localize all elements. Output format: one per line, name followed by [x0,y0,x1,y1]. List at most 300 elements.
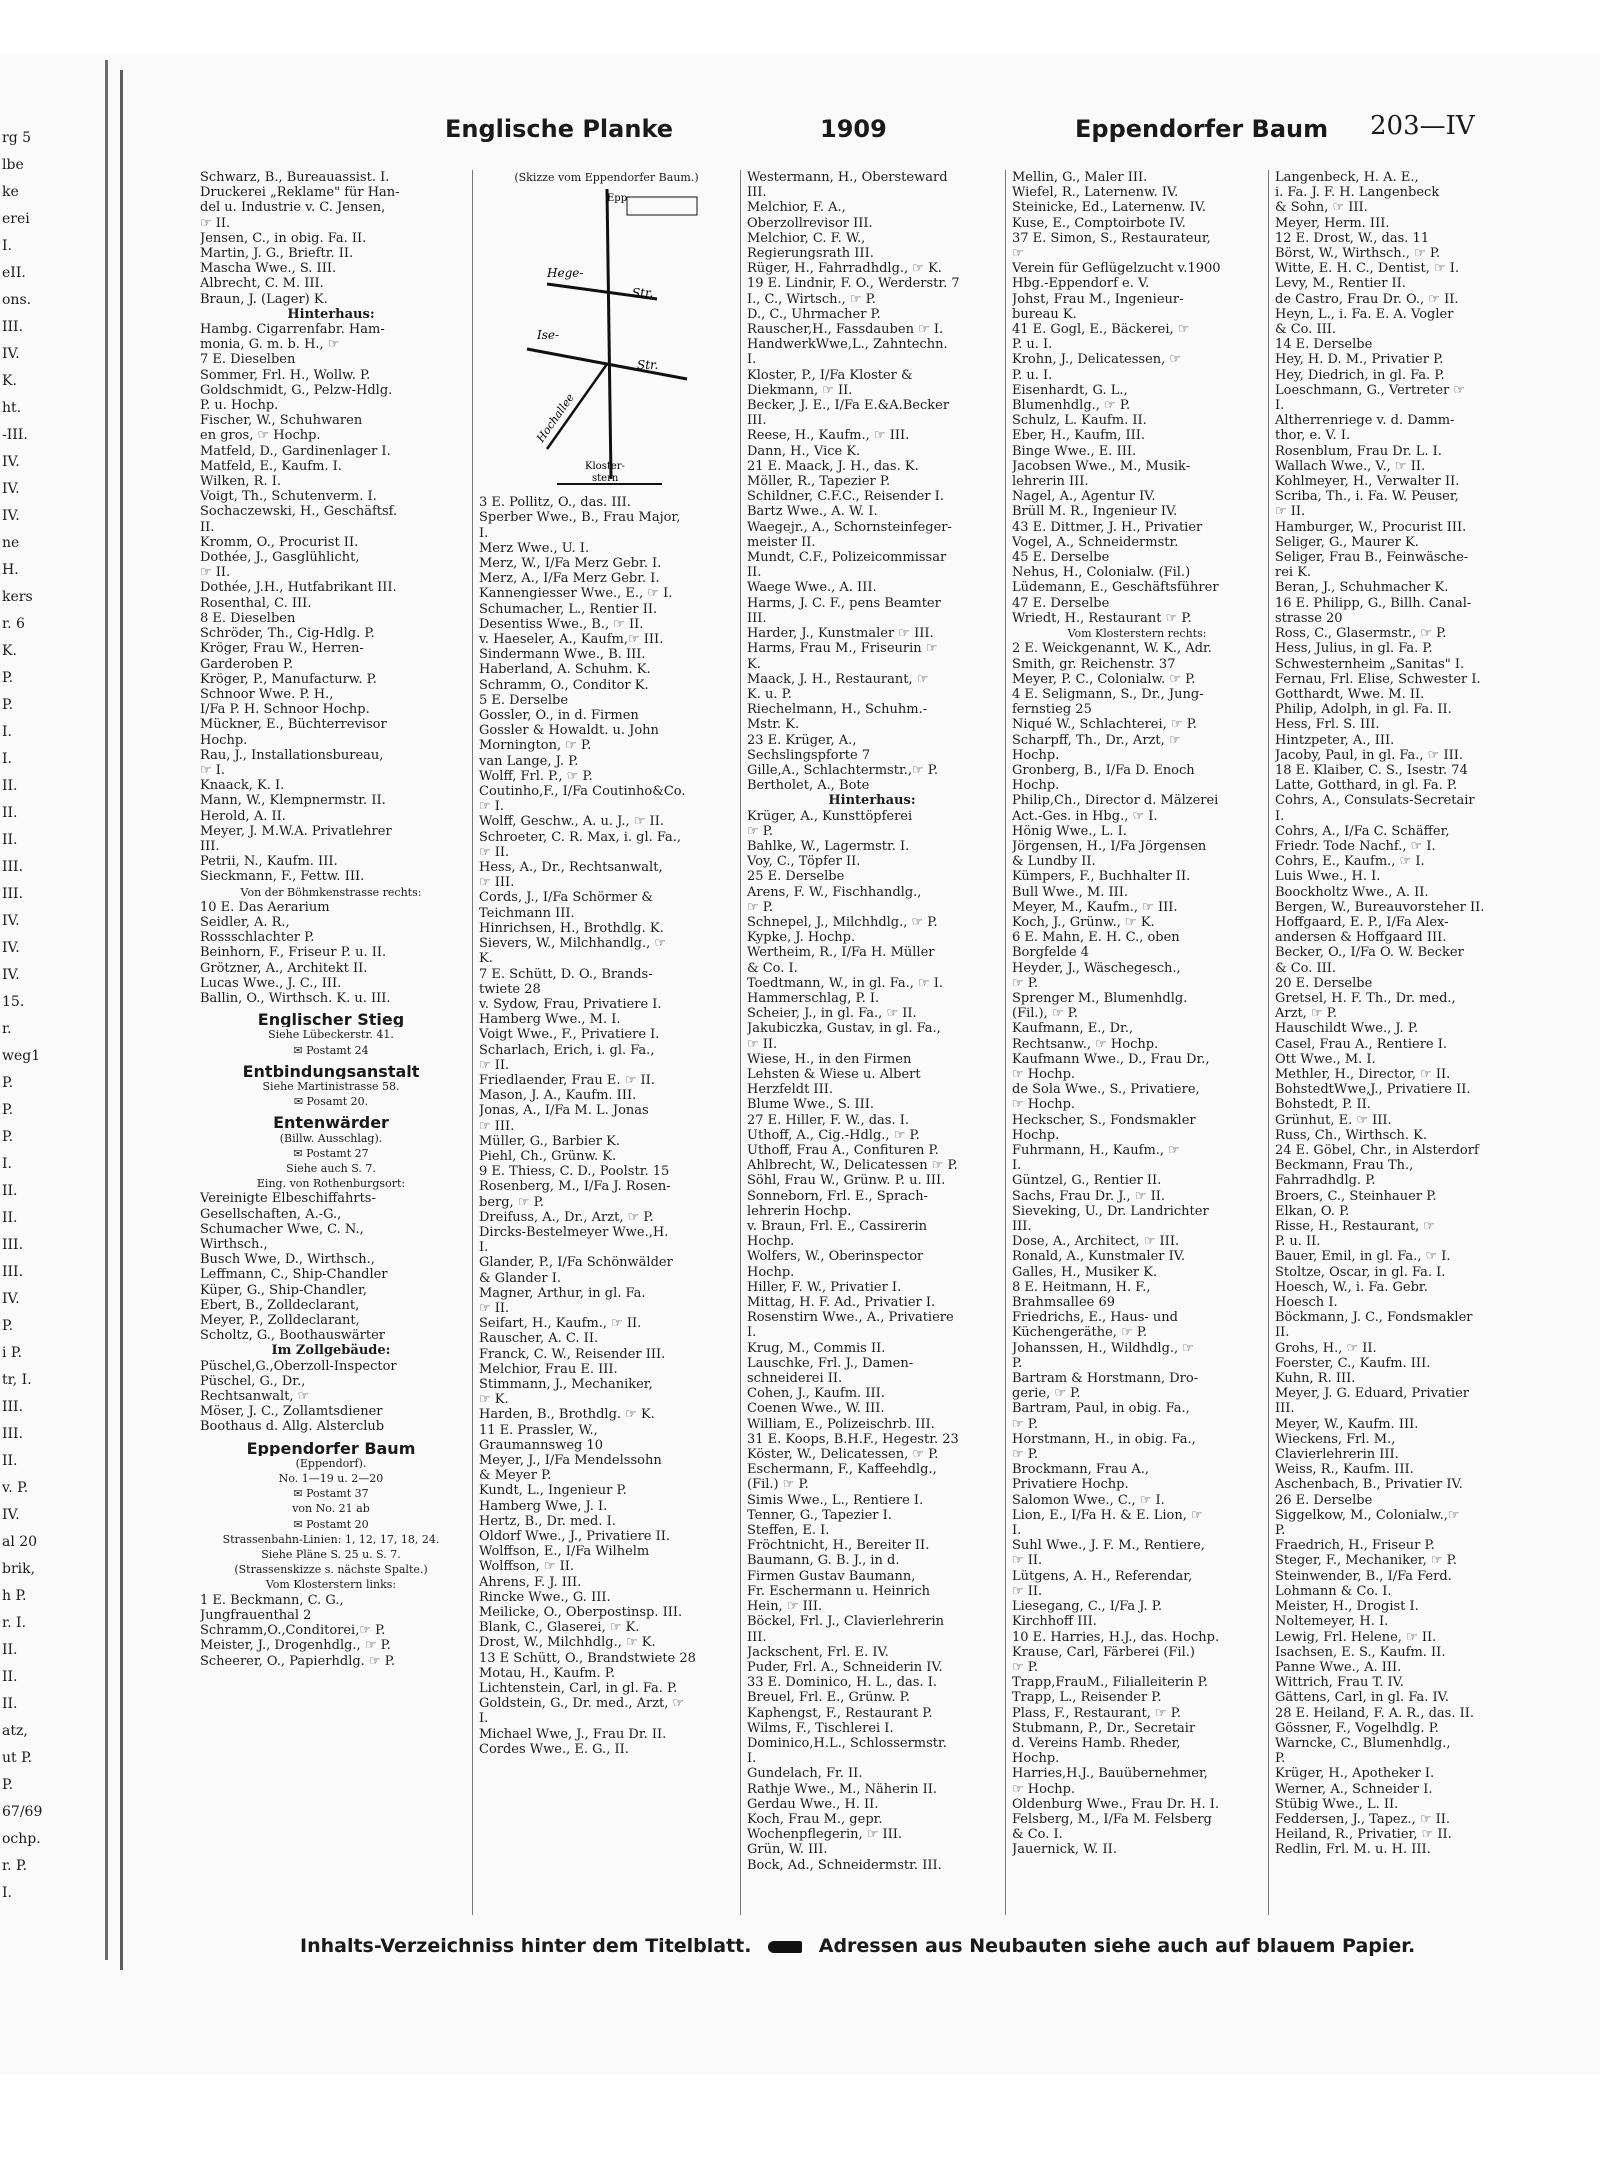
directory-entry: Küper, G., Ship-Chandler, [200,1282,367,1298]
directory-entry: Melchior, C. F. W., [747,230,866,246]
directory-entry: Meyer, W., Kaufm. III. [1275,1416,1419,1432]
directory-entry: lehrerin III. [1012,474,1089,490]
directory-entry: Kuhn, R. III. [1275,1371,1356,1387]
directory-entry: Wieckens, Frl. M., [1275,1431,1396,1447]
directory-entry: Hamburger, W., Procurist III. [1275,519,1467,535]
prev-page-fragment: P. [2,1075,14,1091]
directory-entry: ☞ II. [1012,1583,1043,1599]
prev-page-fragment: P. [2,1318,14,1334]
prev-page-fragment: IV. [2,940,20,956]
directory-entry: Werner, A., Schneider I. [1275,1781,1433,1797]
directory-entry: Hoesch, W., i. Fa. Gebr. [1275,1279,1428,1295]
directory-entry: P. [1275,1523,1286,1539]
prev-page-fragment: I. [2,1885,12,1901]
directory-entry: Blume Wwe., S. III. [747,1097,875,1113]
prev-page-fragment: atz, [2,1723,28,1739]
directory-entry: ☞ I. [479,799,505,815]
directory-entry: ✉ Posamt 20. [293,1095,369,1109]
directory-entry: Schramm, O., Conditor K. [479,677,649,693]
directory-entry: II. [200,519,215,535]
directory-entry: Jackschent, Frl. E. IV. [747,1644,889,1660]
directory-entry: Breuel, Frl. E., Grünw. P. [747,1690,910,1706]
directory-entry: Rosenberg, M., I/Fa J. Rosen- [479,1179,671,1195]
directory-entry: Harries,H.J., Bauübernehmer, [1012,1766,1208,1782]
directory-entry: Lucas Wwe., J. C., III. [200,975,342,991]
directory-entry: Seliger, G., Maurer K. [1275,534,1419,550]
directory-entry: Salomon Wwe., C., ☞ I. [1012,1492,1165,1508]
directory-entry: K. [747,656,761,672]
map-label-stern: stern [591,473,618,485]
directory-entry: Methler, H., Director, ☞ II. [1275,1066,1451,1082]
directory-entry: Krug, M., Commis II. [747,1340,886,1356]
directory-entry: III. [747,610,767,626]
directory-entry: Feddersen, J., Tapez., ☞ II. [1275,1811,1451,1827]
directory-entry: Hein, ☞ III. [747,1599,823,1615]
directory-entry: Hey, Diedrich, in gl. Fa. P. [1275,367,1445,383]
directory-entry: & Co. III. [1275,960,1337,976]
directory-entry: Privatiere Hochp. [1012,1477,1129,1493]
directory-entry: Ahlbrecht, W., Delicatessen ☞ P. [747,1158,958,1174]
directory-entry: Friedlaender, Frau E. ☞ II. [479,1072,655,1088]
directory-entry: Meilicke, O., Oberpostinsp. III. [479,1605,683,1621]
directory-entry: Kypke, J. Hochp. [747,930,856,946]
directory-entry: Waege Wwe., A. III. [747,580,877,596]
directory-entry: Dothée, J., Gasglühlicht, [200,550,360,566]
prev-page-fragment: IV. [2,454,20,470]
prev-page-fragment: ochp. [2,1831,41,1847]
directory-entry: I. [479,1711,489,1727]
directory-entry: 11 E. Prassler, W., [479,1422,598,1438]
prev-page-fragment: rg 5 [2,130,32,146]
directory-entry: & Glander I. [479,1270,561,1286]
directory-entry: I. [479,1240,489,1256]
directory-entry: Verein für Geflügelzucht v.1900 [1012,261,1221,277]
directory-entry: III. [747,185,767,201]
directory-entry: Bartz Wwe., A. W. I. [747,504,878,520]
prev-page-fragment: P. [2,1129,14,1145]
directory-entry: Ballin, O., Wirthsch. K. u. III. [200,990,391,1006]
directory-entry: Schumacher, L., Rentier II. [479,601,658,617]
directory-entry: Mascha Wwe., S. III. [200,261,337,277]
directory-entry: Liesegang, C., I/Fa J. P. [1012,1599,1163,1615]
directory-entry: (Fil.) ☞ P. [747,1477,809,1493]
directory-entry: Harms, J. C. F., pens Beamter [747,595,941,611]
directory-entry: Krause, Carl, Färberei (Fil.) [1012,1644,1195,1660]
directory-entry: Sievers, W., Milchhandlg., ☞ [479,936,667,952]
directory-entry: Leffmann, C., Ship-Chandler [200,1267,388,1283]
directory-entry: Hertz, B., Dr. med. I. [479,1513,616,1529]
directory-entry: Püschel, G., Dr., [200,1373,306,1389]
directory-entry: Kohlmeyer, H., Verwalter II. [1275,474,1460,490]
directory-entry: Stübig Wwe., L. II. [1275,1796,1399,1812]
directory-entry: Dose, A., Architect, ☞ III. [1012,1234,1180,1250]
directory-entry: Kröger, Frau W., Herren- [200,641,364,657]
prev-page-fragment: tr, I. [2,1372,32,1388]
directory-entry: Maack, J. H., Restaurant, ☞ [747,671,929,687]
column-4 [1005,170,1262,1915]
directory-entry: 1 E. Beckmann, C. G., [200,1592,344,1608]
prev-page-fragment: II. [2,832,18,848]
directory-entry: Warncke, C., Blumenhdlg., [1275,1735,1451,1751]
directory-entry: Grün, W. III. [747,1842,828,1858]
directory-entry: Albrecht, C. M. III. [200,276,324,292]
directory-entry: Schildner, C.F.C., Reisender I. [747,489,944,505]
directory-entry: 43 E. Dittmer, J. H., Privatier [1012,519,1203,535]
directory-entry: Hamberg Wwe., M. I. [479,1012,621,1028]
directory-entry: Hess, Julius, in gl. Fa. P. [1275,641,1433,657]
directory-entry: Wiefel, R., Laternenw. IV. [1012,185,1179,201]
directory-entry: Wolfers, W., Oberinspector [747,1249,924,1265]
directory-entry: K. u. P. [747,686,792,702]
directory-entry: Kirchhoff III. [1012,1614,1097,1630]
directory-entry: Schwesternheim „Sanitas" I. [1275,656,1465,672]
directory-entry: Krüger, A., Kunsttöpferei [747,808,913,824]
prev-page-fragment: al 20 [2,1534,38,1550]
directory-entry: Rüger, H., Fahrradhdlg., ☞ K. [747,261,942,277]
directory-entry: 37 E. Simon, S., Restaurateur, [1012,230,1211,246]
directory-entry: Act.-Ges. in Hbg., ☞ I. [1012,808,1158,824]
prev-page-fragment: 15. [2,994,25,1010]
directory-entry: Ott Wwe., M. I. [1275,1051,1376,1067]
prev-page-fragment: II. [2,1183,18,1199]
prev-page-fragment: ke [2,184,19,200]
directory-entry: Wertheim, R., I/Fa H. Müller [747,945,935,961]
directory-entry: Johanssen, H., Wildhdlg., ☞ [1012,1340,1194,1356]
directory-entry: Mason, J. A., Kaufm. III. [479,1088,637,1104]
map-label-kloster: Kloster- [584,461,625,473]
directory-entry: Melchior, F. A., [747,200,846,216]
directory-entry: Siggelkow, M., Colonialw.,☞ [1275,1507,1460,1523]
directory-entry: Eisenhardt, G. L., [1012,382,1128,398]
directory-entry: Smith, gr. Reichenstr. 37 [1012,656,1176,672]
directory-entry: Drost, W., Milchhdlg., ☞ K. [479,1635,656,1651]
directory-entry: Panne Wwe., A. III. [1275,1659,1402,1675]
directory-entry: 28 E. Heiland, F. A. R., das. II. [1275,1705,1474,1721]
directory-entry: Rosenstirn Wwe., A., Privatiere [747,1310,954,1326]
directory-entry: 2 E. Weickgenannt, W. K., Adr. [1012,641,1212,657]
directory-entry: Steffen, E. I. [747,1523,830,1539]
directory-entry: Jauernick, W. II. [1012,1842,1117,1858]
directory-entry: Hambg. Cigarrenfabr. Ham- [200,322,385,338]
directory-columns [200,170,1505,1915]
page-header [0,111,1600,155]
directory-entry: meister II. [747,534,816,550]
directory-entry: Westermann, H., Obersteward [747,170,948,185]
directory-entry: Seliger, Frau B., Feinwäsche- [1275,550,1469,566]
directory-entry: ✉ Postamt 27 [293,1146,369,1160]
directory-entry: twiete 28 [479,981,541,997]
directory-entry: Graumannsweg 10 [479,1437,604,1453]
directory-entry: 5 E. Derselbe [479,692,569,708]
directory-entry: Mittag, H. F. Ad., Privatier I. [747,1295,936,1311]
directory-entry: Eber, H., Kaufm, III. [1012,428,1146,444]
prev-page-fragment: i P. [2,1345,22,1361]
prev-page-fragment: r. P. [2,1858,28,1874]
directory-entry: Kannengiesser Wwe., E., ☞ I. [479,586,673,602]
directory-entry: Hamberg Wwe, J. I. [479,1498,608,1514]
directory-entry: ☞ P. [1012,1659,1039,1675]
directory-entry: Entenwärder [273,1115,389,1131]
directory-entry: Sperber Wwe., B., Frau Major, [479,510,681,526]
directory-entry: Michael Wwe, J., Frau Dr. II. [479,1726,667,1742]
directory-entry: Hochp. [1012,747,1060,763]
prev-page-fragment: IV. [2,508,20,524]
directory-entry: Levy, M., Rentier II. [1275,276,1406,292]
directory-entry: Mellin, G., Maler III. [1012,170,1148,185]
directory-entry: Jensen, C., in obig. Fa. II. [200,230,367,246]
directory-entry: ✉ Postamt 24 [293,1043,369,1057]
directory-entry: Von der Böhmkenstrasse rechts: [240,885,422,899]
directory-entry: 47 E. Derselbe [1012,595,1110,611]
directory-entry: I. [1275,808,1285,824]
directory-entry: Bock, Ad., Schneidermstr. III. [747,1857,942,1873]
directory-entry: Lewig, Frl. Helene, ☞ II. [1275,1629,1437,1645]
column-3 [740,170,997,1915]
directory-entry: Schramm,O.,Conditorei,☞ P. [200,1623,386,1639]
directory-entry: Mundt, C.F., Polizeicommissar [747,550,947,566]
directory-entry: Sieckmann, F., Fettw. III. [200,869,365,885]
directory-entry: Siehe Lübeckerstr. 41. [268,1028,394,1042]
directory-entry: II. [747,565,762,581]
directory-entry: Lüdemann, E., Geschäftsführer [1012,580,1219,596]
directory-entry: Mückner, E., Büchterrevisor [200,717,387,733]
prev-page-fragment: eII. [2,265,26,281]
directory-entry: Ross, C., Glasermstr., ☞ P. [1275,626,1447,642]
prev-page-fragment: IV. [2,346,20,362]
directory-entry: Vogel, A., Schneidermstr. [1012,534,1179,550]
directory-entry: Vom Klosterstern rechts: [1067,627,1207,641]
directory-entry: Krüger, H., Apotheker I. [1275,1766,1435,1782]
directory-entry: Gossler & Howaldt. u. John [479,723,659,739]
directory-entry: Elkan, O. P. [1275,1203,1350,1219]
directory-entry: III. [1012,1219,1032,1235]
directory-entry: thor, e. V. I. [1275,428,1351,444]
directory-entry: Müller, G., Barbier K. [479,1133,620,1149]
directory-entry: Mann, W., Klempnermstr. II. [200,793,386,809]
header-street-right: Eppendorfer Baum [1075,115,1329,143]
directory-entry: P. [1275,1751,1286,1767]
directory-entry: von No. 21 ab [292,1502,370,1516]
prev-page-fragment: IV. [2,1507,20,1523]
directory-entry: Brahmsallee 69 [1012,1295,1116,1311]
directory-entry: Oberzollrevisor III. [747,215,873,231]
directory-entry: Koch, Frau M., gepr. [747,1811,883,1827]
directory-entry: Motau, H., Kaufm. P. [479,1665,615,1681]
directory-entry: 16 E. Philipp, G., Billh. Canal- [1275,595,1472,611]
directory-entry: Heyn, L., i. Fa. E. A. Vogler [1275,306,1454,322]
directory-entry: Wolff, Geschw., A. u. J., ☞ II. [479,814,664,830]
directory-entry: Hochp. [200,732,248,748]
directory-entry: 13 E Schütt, O., Brandstwiete 28 [479,1650,696,1666]
directory-entry: 7 E. Dieselben [200,352,296,368]
directory-entry: Bertholet, A., Bote [747,778,870,794]
prev-page-fragment: II. [2,1696,18,1712]
prev-page-fragment: IV. [2,967,20,983]
directory-entry: I. [1275,398,1285,414]
directory-entry: Scheerer, O., Papierhdlg. ☞ P. [200,1653,395,1669]
directory-entry: Entbindungsanstalt [242,1063,420,1079]
directory-entry: I. [1012,1523,1022,1539]
directory-entry: Meyer, Herm. III. [1275,215,1390,231]
directory-entry: ☞ II. [479,844,510,860]
directory-entry: Cordes Wwe., E. G., II. [479,1741,629,1757]
directory-entry: monia, G. m. b. H., ☞ [200,337,340,353]
directory-entry: Hess, Frl. S. III. [1275,717,1380,733]
directory-entry: Sprenger M., Blumenhdlg. [1012,990,1188,1006]
directory-entry: Isachsen, E. S., Kaufm. II. [1275,1644,1446,1660]
directory-entry: Uthoff, A., Cig.-Hdlg., ☞ P. [747,1127,920,1143]
directory-entry: Kaphengst, F., Restaurant P. [747,1705,933,1721]
directory-entry: Firmen Gustav Baumann, [747,1568,916,1584]
directory-entry: 8 E. Dieselben [200,610,296,626]
directory-entry: Jörgensen, H., I/Fa Jörgensen [1012,838,1207,854]
directory-entry: v. Haeseler, A., Kaufm,☞ III. [479,632,664,648]
directory-entry: v. Braun, Frl. E., Cassirerin [747,1219,927,1235]
header-year: 1909 [820,115,887,143]
directory-entry: Schumacher Wwe, C. N., [200,1221,364,1237]
prev-page-fragment: III. [2,859,24,875]
directory-entry: Friedrichs, E., Haus- und [1012,1310,1178,1326]
directory-entry: Merz Wwe., U. I. [479,540,590,556]
directory-entry: I/Fa P. H. Schnoor Hochp. [200,702,370,718]
directory-entry: andersen & Hoffgaard III. [1275,930,1447,946]
directory-entry: Boockholtz Wwe., A. II. [1275,884,1429,900]
directory-entry: Cohrs, A., I/Fa C. Schäffer, [1275,823,1450,839]
directory-entry: Dothée, J.H., Hutfabrikant III. [200,580,397,596]
directory-entry: Schnepel, J., Milchhdlg., ☞ P. [747,914,938,930]
directory-entry: Ronald, A., Kunstmaler IV. [1012,1249,1185,1265]
directory-entry: Arens, F. W., Fischhandlg., [747,884,922,900]
directory-entry: Stubmann, P., Dr., Secretair [1012,1720,1196,1736]
prev-page-fragment: -III. [2,427,28,443]
directory-entry: Scriba, Th., i. Fa. W. Peuser, [1275,489,1459,505]
directory-entry: Böckmann, J. C., Fondsmakler [1275,1310,1473,1326]
directory-entry: Kundt, L., Ingenieur P. [479,1483,627,1499]
directory-entry: Rincke Wwe., G. III. [479,1589,611,1605]
directory-entry: Gossler, O., in d. Firmen [479,708,639,724]
directory-entry: Lion, E., I/Fa H. & E. Lion, ☞ [1012,1507,1203,1523]
directory-entry: I. [747,1325,757,1341]
directory-entry: Wirthsch., [200,1237,268,1253]
directory-entry: Steinwender, B., I/Fa Ferd. [1275,1568,1452,1584]
directory-entry: ☞ P. [747,899,774,915]
prev-page-fragment: I. [2,751,12,767]
directory-entry: Scholtz, G., Boothauswärter [200,1328,386,1344]
directory-entry: & Co. I. [747,960,798,976]
directory-entry: Fahrradhdlg. P. [1275,1173,1376,1189]
directory-entry: Rosenblum, Frau Dr. L. I. [1275,443,1442,459]
directory-entry: Dreifuss, A., Dr., Arzt, ☞ P. [479,1209,654,1225]
directory-entry: Risse, H., Restaurant, ☞ [1275,1219,1435,1235]
directory-entry: i. Fa. J. F. H. Langenbeck [1275,185,1440,201]
directory-entry: Hintzpeter, A., III. [1275,732,1395,748]
directory-entry: P. u. I. [1012,337,1053,353]
directory-entry: Püschel,G.,Oberzoll-Inspector [200,1358,397,1374]
directory-entry: Hinterhaus: [828,793,916,809]
directory-entry: Seifart, H., Kaufm., ☞ II. [479,1316,642,1332]
directory-entry: III. [747,413,767,429]
directory-entry: Binge Wwe., E. III. [1012,443,1137,459]
directory-entry: Sechslingspforte 7 [747,747,871,763]
directory-entry: P. u. I. [1012,367,1053,383]
directory-entry: & Sohn, ☞ III. [1275,200,1368,216]
directory-entry: Möser, J. C., Zollamtsdiener [200,1404,383,1420]
directory-entry: 23 E. Krüger, A., [747,732,857,748]
pointing-hand-icon [768,1941,802,1953]
directory-entry: Hauschildt Wwe., J. P. [1275,1021,1419,1037]
directory-entry: Kaufmann Wwe., D., Frau Dr., [1012,1051,1210,1067]
directory-entry: 10 E. Harries, H.J., das. Hochp. [1012,1629,1220,1645]
directory-entry: Borgfelde 4 [1012,945,1089,961]
directory-entry: ☞ P. [1012,975,1039,991]
directory-entry: Kümpers, F., Buchhalter II. [1012,869,1191,885]
directory-entry: del u. Industrie v. C. Jensen, [200,200,386,216]
directory-entry: de Sola Wwe., S., Privatiere, [1012,1082,1200,1098]
directory-entry: bureau K. [1012,306,1077,322]
directory-entry: 20 E. Derselbe [1275,975,1373,991]
prev-page-fragment: lbe [2,157,24,173]
directory-entry: Stoltze, Oscar, in gl. Fa. I. [1275,1264,1446,1280]
prev-page-fragment: r. I. [2,1615,27,1631]
directory-entry: Böckel, Frl. J., Clavierlehrerin [747,1614,945,1630]
directory-entry: 3 E. Pollitz, O., das. III. [479,495,631,511]
prev-page-fragment: H. [2,562,19,578]
directory-entry: I. [479,525,489,541]
directory-entry: Köster, W., Delicatessen, ☞ P. [747,1447,939,1463]
directory-entry: Regierungsrath III. [747,246,874,262]
directory-entry: Voigt, Th., Schutenverm. I. [200,489,377,505]
directory-entry: Goldschmidt, G., Pelzw-Hdlg. [200,382,393,398]
directory-entry: ☞ II. [200,215,231,231]
directory-entry: Witte, E. H. C., Dentist, ☞ I. [1275,261,1460,277]
directory-entry: Hochp. [1012,1127,1060,1143]
directory-entry: Hochp. [1012,778,1060,794]
directory-entry: Eppendorfer Baum [246,1440,416,1456]
directory-entry: Loeschmann, G., Vertreter ☞ [1275,382,1466,398]
directory-entry: Philip, Adolph, in gl. Fa. II. [1275,702,1452,718]
directory-entry: Jonas, A., I/Fa M. L. Jonas [479,1103,649,1119]
directory-entry: Hinterhaus: [287,306,375,322]
directory-entry: Cords, J., I/Fa Schörmer & [479,890,653,906]
directory-entry: Eschermann, F., Kaffeehdlg., [747,1462,937,1478]
prev-page-fragment: IV. [2,1291,20,1307]
directory-entry: William, E., Polizeischrb. III. [747,1416,935,1432]
directory-entry: Johst, Frau M., Ingenieur- [1012,291,1184,307]
prev-page-fragment: II. [2,1210,18,1226]
directory-entry: Grohs, H., ☞ II. [1275,1340,1377,1356]
footer-new-buildings-note: Adressen aus Neubauten siehe auch auf blauem Papier. [818,1935,1416,1957]
directory-entry: Gronberg, B., I/Fa D. Enoch [1012,762,1195,778]
directory-entry: Lehsten & Wiese u. Albert [747,1066,921,1082]
directory-entry: Altherrenriege v. d. Damm- [1275,413,1455,429]
prev-page-fragment: I. [2,1156,12,1172]
directory-entry: Baumann, G. B. J., in d. [747,1553,900,1569]
directory-entry: (Fil.), ☞ P. [1012,1006,1078,1022]
directory-entry: berg, ☞ P. [479,1194,544,1210]
directory-entry: Petrii, N., Kaufm. III. [200,854,338,870]
directory-entry: Foerster, C., Kaufm. III. [1275,1355,1431,1371]
prev-page-fragment: II. [2,778,18,794]
directory-entry: 41 E. Gogl, E., Bäckerei, ☞ [1012,322,1190,338]
directory-entry: Heiland, R., Privatier, ☞ II. [1275,1827,1452,1843]
directory-entry: Noltemeyer, H. I. [1275,1614,1389,1630]
directory-entry: Bohstedt, P. II. [1275,1097,1371,1113]
scan-margin [0,2075,1600,2177]
directory-entry: Coenen Wwe., W. III. [747,1401,885,1417]
directory-entry: Schröder, Th., Cig-Hdlg. P. [200,626,375,642]
directory-entry: Gille,A., Schlachtermstr.,☞ P. [747,762,939,778]
directory-entry: Heyder, J., Wäschegesch., [1012,960,1181,976]
